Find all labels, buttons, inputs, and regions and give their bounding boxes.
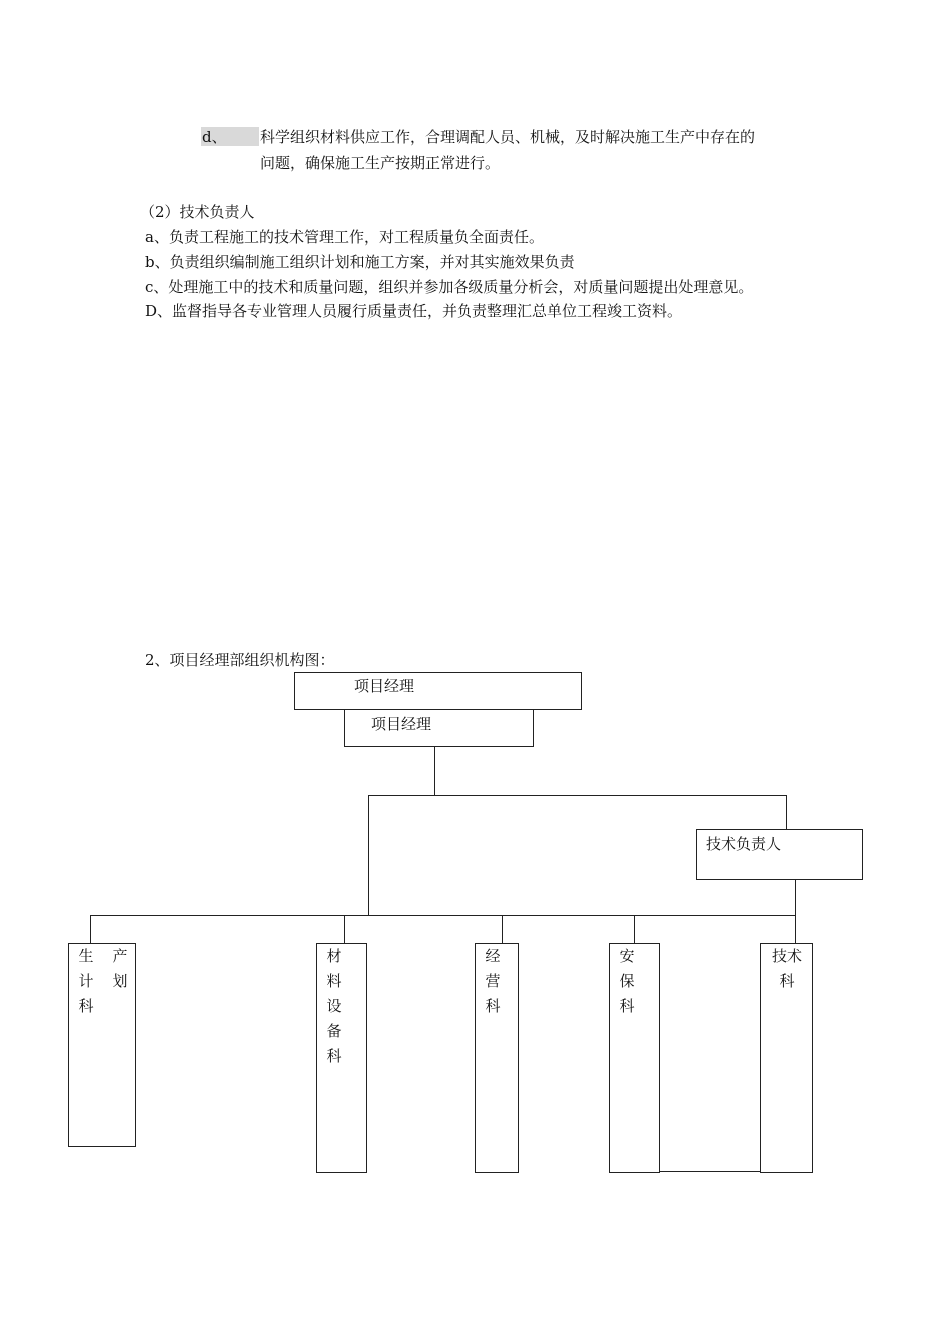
box-label: 技术负责人 xyxy=(706,835,782,853)
connector xyxy=(634,915,635,944)
item-a: a、负责工程施工的技术管理工作，对工程质量负全面责任。 xyxy=(145,228,544,246)
dept-technology xyxy=(760,943,813,1173)
dept-label: 经营科 xyxy=(485,947,501,1015)
connector xyxy=(368,795,369,916)
dept-production-planning xyxy=(68,943,136,1147)
item-b: b、负责组织编制施工组织计划和施工方案，并对其实施效果负责 xyxy=(145,253,575,271)
connector xyxy=(659,1171,761,1172)
section-title-tech-lead: （2）技术负责人 xyxy=(140,203,255,221)
dept-safety xyxy=(609,943,660,1173)
connector xyxy=(434,746,435,796)
box-label: 项目经理 xyxy=(371,715,432,733)
connector xyxy=(90,915,91,944)
box-project-manager-2 xyxy=(344,709,534,747)
connector xyxy=(368,795,787,796)
dept-business xyxy=(475,943,519,1173)
dept-label: 安保科 xyxy=(619,947,635,1015)
item-D: D、监督指导各专业管理人员履行质量责任，并负责整理汇总单位工程竣工资料。 xyxy=(145,302,683,320)
item-d-line2: 问题，确保施工生产按期正常进行。 xyxy=(260,154,501,172)
dept-label-col2: 产划 xyxy=(112,947,128,990)
box-project-manager-1 xyxy=(294,672,582,710)
dept-label: 技术科 xyxy=(771,947,802,990)
box-tech-head xyxy=(696,829,863,880)
connector xyxy=(795,879,796,944)
dept-label: 材料设备科 xyxy=(326,947,342,1065)
item-d-line1: 科学组织材料供应工作，合理调配人员、机械，及时解决施工生产中存在的 xyxy=(260,128,756,146)
item-c: c、处理施工中的技术和质量问题，组织并参加各级质量分析会，对质量问题提出处理意见。 xyxy=(145,278,754,296)
chart-title: 2、项目经理部组织机构图： xyxy=(145,651,335,669)
box-label: 项目经理 xyxy=(354,677,415,695)
connector xyxy=(90,915,796,916)
connector xyxy=(502,915,503,944)
connector xyxy=(344,915,345,944)
dept-materials-equipment xyxy=(316,943,367,1173)
item-d-label: d、 xyxy=(202,128,227,146)
connector xyxy=(786,795,787,830)
dept-label-col1: 生计科 xyxy=(78,947,94,1015)
